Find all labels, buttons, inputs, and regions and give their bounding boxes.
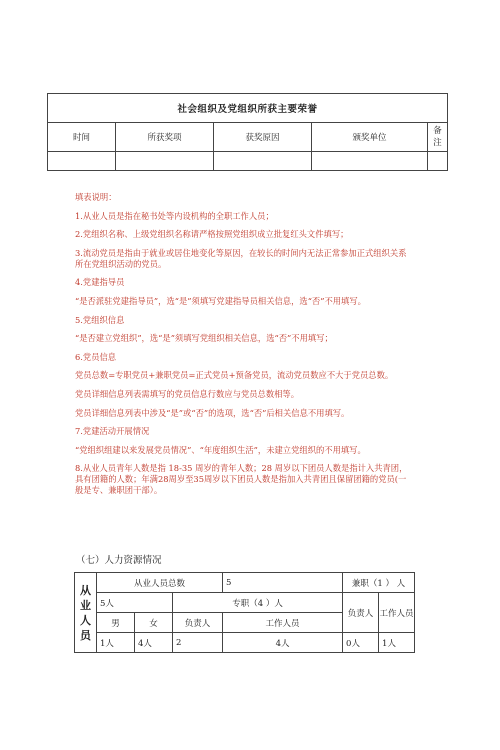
empty-cell[interactable] bbox=[116, 152, 214, 171]
hr-section-heading: （七）人力资源情况 bbox=[76, 555, 162, 566]
instruction-line: 党员详细信息列表需填写的党员信息行数应与党员总数相等。 bbox=[75, 388, 300, 399]
instruction-line: 6.党员信息 bbox=[75, 351, 117, 362]
instruction-line: “党组织组建以来发展党员情况”、“年度组织生活”，未建立党组织的不用填写。 bbox=[75, 444, 366, 455]
hr-table bbox=[74, 572, 415, 653]
instruction-line: 2.党组织名称、上级党组织名称请严格按照党组织成立批复红头文件填写； bbox=[75, 229, 349, 240]
hr-total-value[interactable]: 5 bbox=[223, 573, 343, 593]
hr-total-label: 从业人员总数 bbox=[97, 573, 223, 593]
hr-full-time-head-label: 负责人 bbox=[173, 613, 223, 633]
instruction-line: 1.从业人员是指在秘书处等内设机构的全职工作人员； bbox=[75, 210, 274, 221]
hr-full-time-head-value[interactable]: 2 bbox=[173, 633, 223, 653]
header-award: 所获奖项 bbox=[116, 123, 214, 152]
hr-full-time-label: 专职（4 ）人 bbox=[173, 593, 343, 613]
hr-female-value[interactable]: 4人 bbox=[135, 633, 173, 653]
hr-part-time-head-label: 负责人 bbox=[343, 593, 379, 633]
hr-full-time-staff-value[interactable]: 4人 bbox=[223, 633, 343, 653]
header-issuer: 颁奖单位 bbox=[312, 123, 428, 152]
instruction-line: 党员总数=专职党员+兼职党员=正式党员+预备党员，流动党员数应不大于党员总数。 bbox=[75, 370, 394, 381]
honors-table bbox=[47, 93, 448, 171]
instruction-line: 党员详细信息列表中涉及“是”或“否”的选项，选“否”后相关信息不用填写。 bbox=[75, 407, 350, 418]
hr-part-time-staff-label: 工作人员 bbox=[379, 593, 415, 633]
hr-female-label: 女 bbox=[135, 613, 173, 633]
instruction-line: 7.党建活动开展情况 bbox=[75, 426, 150, 437]
hr-full-time-staff-label: 工作人员 bbox=[223, 613, 343, 633]
hr-part-time-staff-value[interactable]: 1人 bbox=[379, 633, 415, 653]
instructions bbox=[75, 192, 415, 504]
instruction-line: 具有团籍的人数；年满28周岁至35周岁以下团员人数是指加入共青团且保留团籍的党员(一 bbox=[75, 474, 407, 485]
instruction-line: 所在党组织活动的党员。 bbox=[75, 258, 167, 269]
instruction-line: 4.党建指导员 bbox=[75, 277, 125, 288]
hr-part-time-label: 兼职（1 ） 人 bbox=[343, 573, 415, 593]
instruction-line: “是否建立党组织”，选“是”须填写党组织相关信息，选“否”不用填写； bbox=[75, 333, 333, 344]
empty-cell[interactable] bbox=[214, 152, 312, 171]
instruction-line: 般是专、兼职团干部）。 bbox=[75, 485, 163, 496]
hr-male-value[interactable]: 1人 bbox=[97, 633, 135, 653]
empty-cell[interactable] bbox=[48, 152, 116, 171]
hr-total-people[interactable]: 5人 bbox=[97, 593, 173, 613]
instruction-line: 8.从业人员青年人数是指 18-35 周岁的青年人数；28 周岁以下团员人数是指计入共青团， bbox=[75, 463, 408, 474]
honors-table-title: 社会组织及党组织所获主要荣誉 bbox=[48, 94, 448, 123]
instruction-line: 3.流动党员是指由于就业或居住地变化等原因，在较长的时间内无法正常参加正式组织关系 bbox=[75, 247, 407, 258]
empty-cell[interactable] bbox=[312, 152, 428, 171]
remark-char-2: 注 bbox=[433, 138, 442, 148]
instruction-line: 5.党组织信息 bbox=[75, 314, 125, 325]
instruction-line: “是否派驻党建指导员”，选“是”须填写党建指导员相关信息，选“否”不用填写。 bbox=[75, 295, 366, 306]
hr-male-label: 男 bbox=[97, 613, 135, 633]
header-time: 时间 bbox=[48, 123, 116, 152]
hr-side-label: 从业人员 bbox=[75, 573, 97, 653]
hr-part-time-head-value[interactable]: 0人 bbox=[343, 633, 379, 653]
header-remark bbox=[428, 123, 448, 152]
remark-char-1: 备 bbox=[433, 126, 442, 136]
header-reason: 获奖原因 bbox=[214, 123, 312, 152]
empty-cell[interactable] bbox=[428, 152, 448, 171]
instructions-heading: 填表说明： bbox=[75, 192, 117, 202]
